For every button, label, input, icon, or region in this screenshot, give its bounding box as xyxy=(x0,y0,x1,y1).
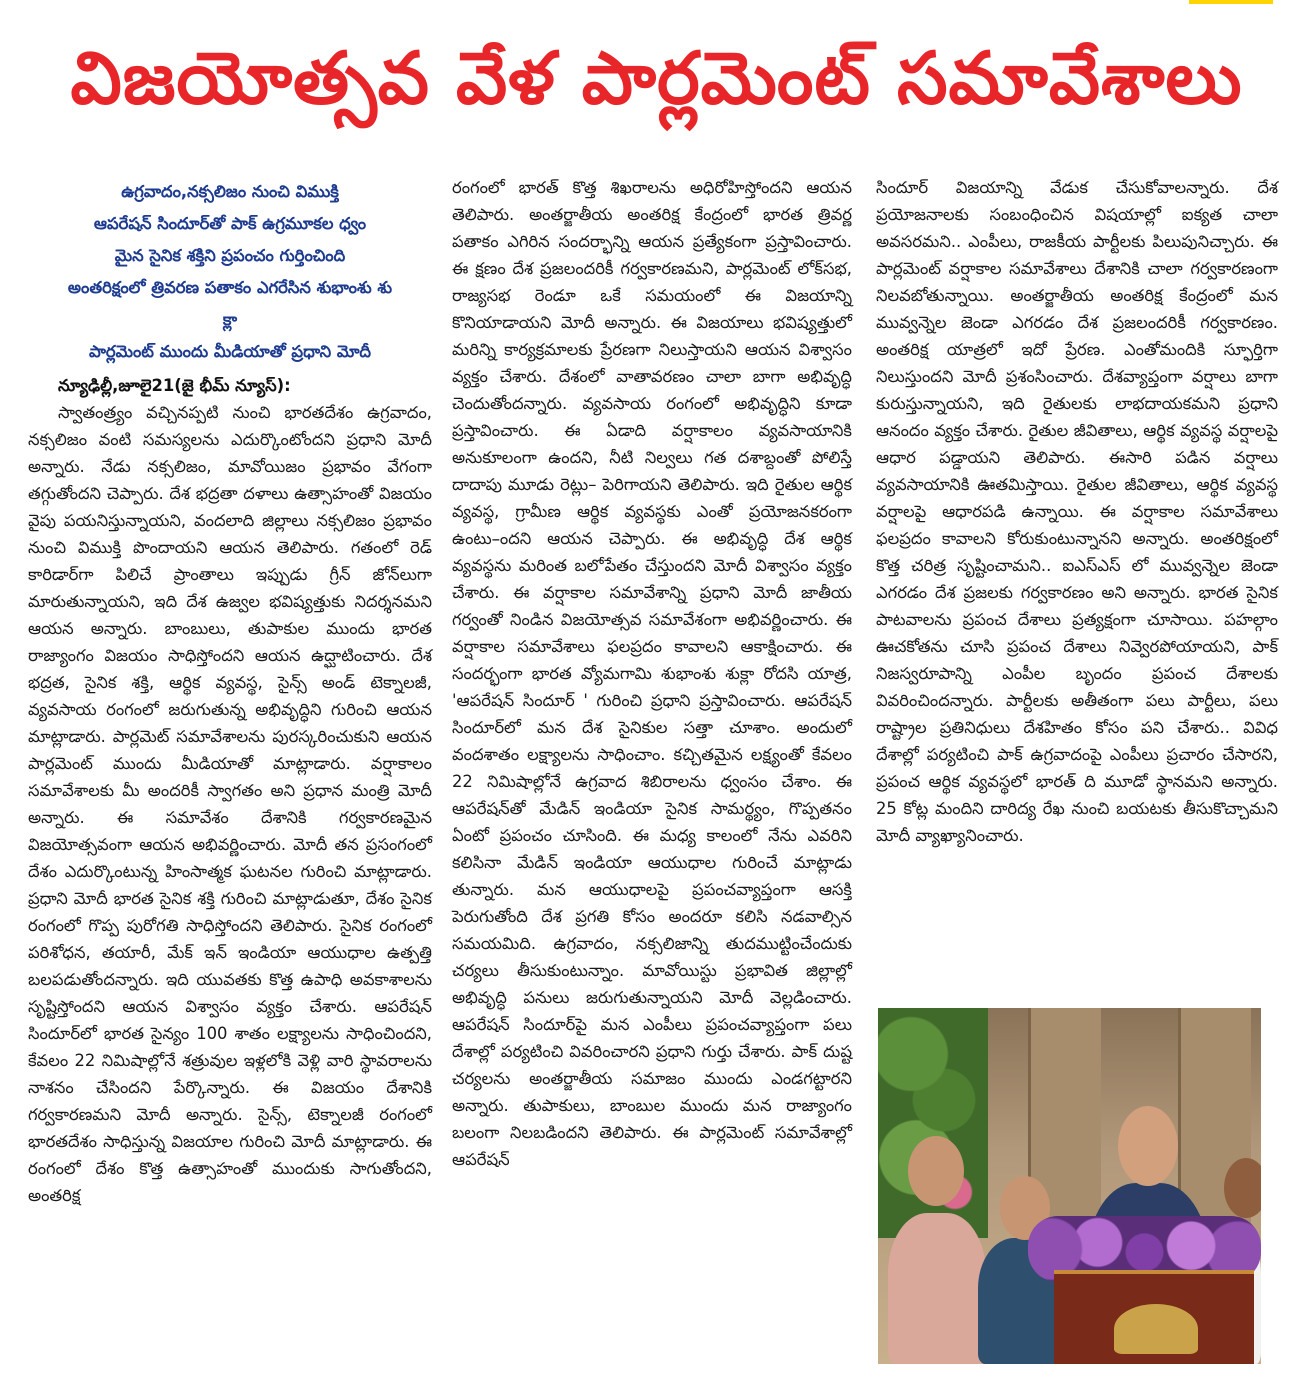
article-text-column-1: స్వాతంత్ర్యం వచ్చినప్పటి నుంచి భారతదేశం ఉగ్రవాదం, నక్సలిజం వంటి సమస్యలను ఎదుర్కొంటోందని ప్రధాని మోదీ అన్నారు. నేడు నక్సలిజం, మావోయిజం ప్రభావం వేగంగా తగ్గుతోందని చెప్పారు. దేశ భద్రతా దళాలు ఉత్సాహంతో విజయం వైపు పయనిస్తున్నాయని, వందలాది జిల్లాలు నక్సలిజం ప్రభావం నుంచి విముక్తి పొందాయని ఆయన తెలిపారు. గతంలో రెడ్ కారిడార్‌గా పిలిచే ప్రాంతాలు ఇప్పుడు గ్రీన్ జోన్‌లుగా మారుతున్నాయని, ఇది దేశ ఉజ్వల భవిష్యత్తుకు నిదర్శనమని ఆయన అన్నారు. బాంబులు, తుపాకుల ముందు భారత రాజ్యాంగం విజయం సాధిస్తోందని ఆయన ఉద్ఘాటించారు. దేశ భద్రత, సైనిక శక్తి, ఆర్థిక వ్యవస్థ, సైన్స్ అండ్ టెక్నాలజీ, వ్యవసాయ రంగంలో జరుగుతున్న అభివృద్ధిని గురించి ఆయన మాట్లాడారు. పార్లమెట్ సమావేశాలను పురస్కరించుకుని ఆయన పార్లమెంట్ ముందు మీడియాతో మాట్లాడారు. వర్షాకాలం సమావేశాలకు మీ అందరికీ స్వాగతం అని ప్రధాన మంత్రి మోదీ అన్నారు. ఈ సమావేశం దేశానికి గర్వకారణమైన విజయోత్సవంగా ఆయన అభివర్ణించారు. మోదీ తన ప్రసంగంలో దేశం ఎదుర్కొంటున్న హింసాత్మక ఘటనల గురించి మాట్లాడారు. ప్రధాని మోదీ భారత సైనిక శక్తి గురించి మాట్లాడుతూ, దేశం సైనిక రంగంలో గొప్ప పురోగతి సాధిస్తోందని తెలిపారు. సైనిక రంగంలో పరిశోధన, తయారీ, మేక్ ఇన్ ఇండియా ఆయుధాల ఉత్పత్తి బలపడుతోందన్నారు. ఇది యువతకు కొత్త ఉపాధి అవకాశాలను సృష్టిస్తోందని ఆయన విశ్వాసం వ్యక్తం చేశారు. ఆపరేషన్ సిందూర్‌లో భారత సైన్యం 100 శాతం లక్ష్యాలను సాధించిందని, కేవలం 22 నిమిషాల్లోనే శత్రువుల ఇళ్లలోకి వెళ్లి వారి స్థావరాలను నాశనం చేసిందని పేర్కొన్నారు. ఈ విజయం దేశానికి గర్వకారణమని మోదీ అన్నారు. సైన్స్, టెక్నాలజీ రంగంలో భారతదేశం సాధిస్తున్న విజయాల గురించి మోదీ మాట్లాడారు. ఈ రంగంలో దేశం కొత్త ఉత్సాహంతో ముందుకు సాగుతోందని, అంతరిక్ష xyxy=(28,403,432,1205)
dateline: న్యూఢిల్లీ,జూలై21(జై భీమ్ న్యూస్): xyxy=(58,376,291,395)
deck-line: ఆపరేషన్ సిందూర్‌తో పాక్ ఉగ్రమూకల ధ్వం xyxy=(93,214,367,233)
article-text-column-3: సిందూర్ విజయాన్ని వేడుక చేసుకోవాలన్నారు. దేశ ప్రయోజనాలకు సంబంధించిన విషయాల్లో ఐక్యత చాలా అవసరమని.. ఎంపీలు, రాజకీయ పార్టీలకు పిలుపునిచ్చారు. ఈ పార్లమెంట్ వర్షాకాల సమావేశాలు దేశానికి చాలా గర్వకారణంగా నిలవబోతున్నాయి. అంతర్జాతీయ అంతరిక్ష కేంద్రంలో మన మువ్వన్నెల జెండా ఎగరడం దేశ ప్రజలందరికీ గర్వకారణం. అంతరిక్ష యాత్రలో ఇదో ప్రేరణ. ఎంతోమందికి స్ఫూర్తిగా నిలుస్తుందని మోదీ ప్రశంసించారు. దేశవ్యాప్తంగా వర్షాలు బాగా కురుస్తున్నాయని, ఇది రైతులకు లాభదాయకమని ప్రధాని ఆనందం వ్యక్తం చేశారు. రైతుల జీవితాలు, ఆర్థిక వ్యవస్థ వర్షాలపై ఆధార పడ్డాయని తెలిపారు. ఈసారి పడిన వర్షాలు వ్యవసాయానికి ఊతమిస్తాయి. రైతుల జీవితాలు, ఆర్థిక వ్యవస్థ వర్షాలపై ఆధారపడి ఉన్నాయి. ఈ వర్షాకాల సమావేశాలు ఫలప్రదం కావాలని కోరుకుంటున్నానని అన్నారు. అంతరిక్షంలో కొత్త చరిత్ర సృష్టించామని.. ఐఎస్ఎస్ లో మువ్వన్నెల జెండా ఎగరడం దేశ ప్రజలకు గర్వకారణం అని అన్నారు. భారత సైనిక పాటవాలను ప్రపంచ దేశాలు ప్రత్యక్షంగా చూసాయి. పహల్గాం ఊచకోతను చూసి ప్రపంచ దేశాలు నివ్వెరపోయాయని, పాక్ నిజస్వరూపాన్ని ఎంపీల బృందం ప్రపంచ దేశాలకు వివరించిందన్నారు. పార్టీలకు అతీతంగా పలు పార్టీలు, పలు రాష్ట్రాల ప్రతినిధులు దేశహితం కోసం పని చేశారు.. వివిధ దేశాల్లో పర్యటించి పాక్ ఉగ్రవాదంపై ఎంపీలు ప్రచారం చేసారని, ప్రపంచ ఆర్థిక వ్యవస్థలో భారత్ ది మూడో స్థానమని అన్నారు. 25 కోట్ల మందిని దారిద్య రేఖ నుంచి బయటకు తీసుకొచ్చామని మోదీ వ్యాఖ్యానించారు. xyxy=(876,178,1278,845)
photo-person-head xyxy=(1118,1106,1178,1186)
photo-person xyxy=(888,1213,986,1364)
photo-person-head xyxy=(908,1136,964,1206)
deck-line: అంతరిక్షంలో త్రివరణ పతాకం ఎగరేసిన శుభాంశు శు xyxy=(67,278,393,297)
deck xyxy=(28,176,432,368)
corner-tab xyxy=(1189,0,1273,4)
deck-line: మైన సైనిక శక్తిని ప్రపంచం గుర్తించింది xyxy=(114,246,346,265)
column-3 xyxy=(876,174,1278,849)
deck-line: పార్లమెంట్ ముందు మీడియాతో ప్రధాని మోదీ xyxy=(89,342,371,361)
headline: విజయోత్సవ వేళ పార్లమెంట్ సమావేశాలు xyxy=(70,36,1243,120)
photo-emblem xyxy=(1114,1304,1198,1354)
column-2 xyxy=(452,174,852,1173)
photo-person-head xyxy=(1224,1158,1261,1218)
news-photo xyxy=(878,1008,1261,1364)
deck-line: క్లా xyxy=(222,310,238,329)
article-text-column-2: రంగంలో భారత్ కొత్త శిఖరాలను అధిరోహిస్తోందని ఆయన తెలిపారు. అంతర్జాతీయ అంతరిక్ష కేంద్రంలో భారత త్రివర్ణ పతాకం ఎగిరిన సందర్భాన్ని ఆయన ప్రత్యేకంగా ప్రస్తావించారు. ఈ క్షణం దేశ ప్రజలందరికీ గర్వకారణమని, పార్లమెంట్ లోక్‌సభ, రాజ్యసభ రెండూ ఒకే సమయంలో ఈ విజయాన్ని కొనియాడాయని మోదీ అన్నారు. ఈ విజయాలు భవిష్యత్తులో మరిన్ని కార్యక్రమాలకు ప్రేరణగా నిలుస్తాయని ఆయన విశ్వాసం వ్యక్తం చేశారు. దేశంలో వాతావరణం చాలా బాగా అభివృద్ధి చెందుతోందన్నారు. వ్యవసాయ రంగంలో అభివృద్ధిని కూడా ప్రస్తావించారు. ఈ ఏడాది వర్షాకాలం వ్యవసాయానికి అనుకూలంగా ఉందని, నీటి నిల్వలు గత దశాబ్దంతో పోలిస్తే దాదాపు మూడు రెట్లు– పెరిగాయని తెలిపారు. ఇది రైతుల ఆర్థిక వ్యవస్థ, గ్రామీణ ఆర్థిక వ్యవస్థకు ఎంతో ప్రయోజనకరంగా ఉంటు–ందని ఆయన చెప్పారు. ఈ అభివృద్ధి దేశ ఆర్థిక వ్యవస్థను మరింత బలోపేతం చేస్తుందని మోదీ విశ్వాసం వ్యక్తం చేశారు. ఈ వర్షాకాల సమావేశాన్ని ప్రధాని మోదీ జాతీయ గర్వంతో నిండిన విజయోత్సవ సమావేశంగా అభివర్ణించారు. ఈ వర్షాకాల సమావేశాలు ఫలప్రదం కావాలని ఆకాక్షించారు. ఈ సందర్భంగా భారత వ్యోమగామి శుభాంశు శుక్లా రోదసి యాత్ర, 'ఆపరేషన్ సిందూర్ ' గురించి ప్రధాని ప్రస్తావించారు. ఆపరేషన్ సిందూర్‌లో మన దేశ సైనికుల సత్తా చూశాం. అందులో వందశాతం లక్ష్యాలను సాధించాం. కచ్చితమైన లక్ష్యంతో కేవలం 22 నిమిషాల్లోనే ఉగ్రవాద శిబిరాలను ధ్వంసం చేశాం. ఈ ఆపరేషన్‌తో మేడిన్ ఇండియా సైనిక సామర్థ్యం, గొప్పతనం ఏంటో ప్రపంచం చూసింది. ఈ మధ్య కాలంలో నేను ఎవరిని కలిసినా మేడిన్ ఇండియా ఆయుధాల గురించే మాట్లాడు తున్నారు. మన ఆయుధాలపై ప్రపంచవ్యాప్తంగా ఆసక్తి పెరుగుతోంది దేశ ప్రగతి కోసం అందరూ కలిసి నడవాల్సిన సమయమిది. ఉగ్రవాదం, నక్సలిజాన్ని తుదముట్టించేందుకు చర్యలు తీసుకుంటున్నాం. మావోయిస్టు ప్రభావిత జిల్లాల్లో అభివృద్ధి పనులు జరుగుతున్నాయని మోదీ వెల్లడించారు. ఆపరేషన్ సిందూర్‌పై మన ఎంపీలు ప్రపంచవ్యాప్తంగా పలు దేశాల్లో పర్యటించి వివరించారని ప్రధాని గుర్తు చేశారు. పాక్ దుష్ట చర్యలను అంతర్జాతీయ సమాజం ముందు ఎండగట్టారని అన్నారు. తుపాకులు, బాంబుల ముందు మన రాజ్యాంగం బలంగా నిలబడిందని తెలిపారు. ఈ పార్లమెంట్ సమావేశాల్లో ఆపరేషన్ xyxy=(452,178,852,1169)
column-1 xyxy=(28,176,432,1209)
deck-line: ఉగ్రవాదం,నక్సలిజం నుంచి విముక్తి xyxy=(121,182,339,201)
